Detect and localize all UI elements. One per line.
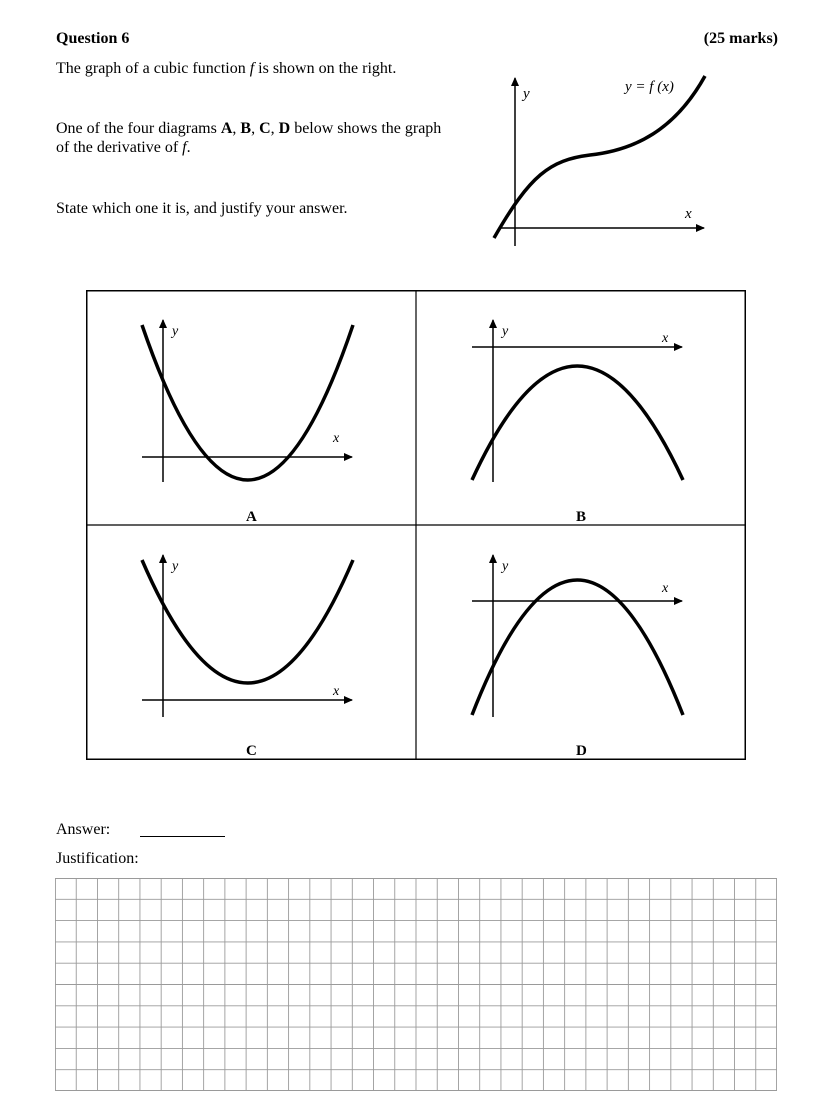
question-marks: (25 marks): [703, 30, 778, 47]
function-variable: f: [249, 60, 255, 77]
y-axis-label: y: [523, 86, 530, 102]
panel-a-letter: A: [246, 509, 257, 525]
panel-a: [142, 320, 353, 525]
panel-b-curve: [472, 366, 683, 480]
panel-c-x-label: x: [333, 684, 340, 699]
answer-input-line[interactable]: [140, 836, 225, 837]
panel-a-x-label: x: [333, 431, 340, 446]
option-a-ref: A: [220, 120, 233, 137]
option-b-ref: B: [240, 120, 252, 137]
question-intro: The graph of a cubic function f is shown on the right.: [56, 60, 397, 77]
justification-grid[interactable]: [55, 878, 777, 1091]
panel-c-y-label: y: [172, 559, 179, 574]
answer-diagrams: [86, 290, 746, 760]
panel-d-x-label: x: [662, 581, 669, 596]
question-title: Question 6: [56, 30, 130, 47]
panel-c: [142, 555, 353, 759]
function-variable: f: [182, 139, 187, 156]
panel-b-letter: B: [576, 509, 587, 525]
panel-d: [472, 555, 683, 759]
question-instruction: One of the four diagrams A, B, C, D below shows the graph of the derivative of f.: [56, 120, 442, 156]
answer-label: Answer:: [56, 821, 111, 838]
panel-d-y-label: y: [502, 559, 509, 574]
cubic-function-graph: [485, 70, 710, 250]
option-d-ref: D: [278, 120, 291, 137]
x-axis-label: x: [685, 206, 692, 222]
panel-a-y-label: y: [172, 324, 179, 339]
justification-label: Justification:: [56, 850, 139, 867]
panel-c-letter: C: [246, 743, 257, 759]
panel-b: [472, 320, 683, 525]
panel-b-x-label: x: [662, 331, 669, 346]
panel-c-curve: [142, 560, 353, 683]
question-task: State which one it is, and justify your answer.: [56, 200, 348, 217]
option-c-ref: C: [259, 120, 271, 137]
curve-label: y = f (x): [625, 79, 674, 95]
panel-b-y-label: y: [502, 324, 509, 339]
panel-d-letter: D: [576, 743, 587, 759]
